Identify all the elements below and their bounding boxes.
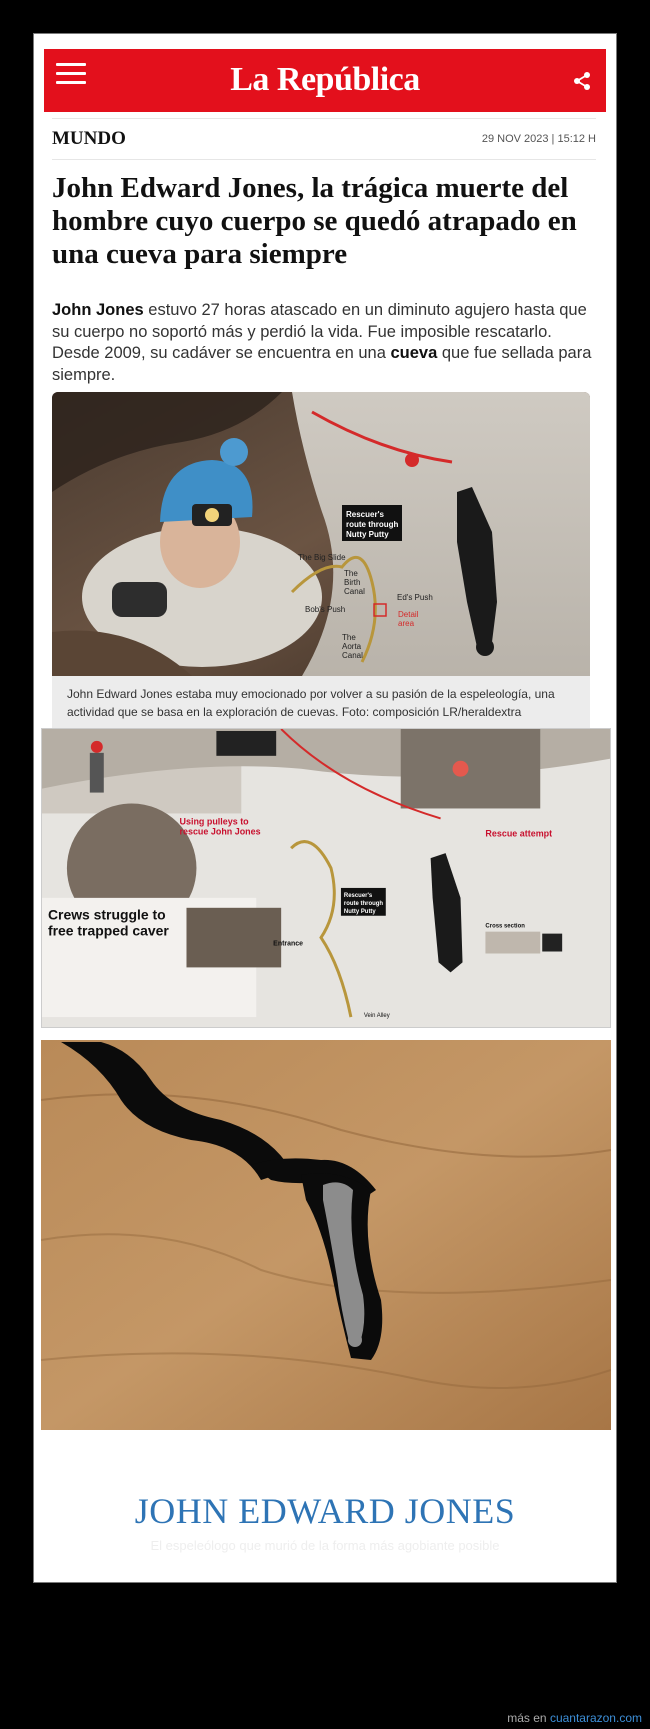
- source-link[interactable]: cuantarazon.com: [549, 1711, 642, 1725]
- article-lead: [52, 300, 592, 386]
- map-label-birth-1: The: [344, 569, 358, 578]
- info-rescue-attempt: Rescue attempt: [485, 828, 553, 839]
- map-label-big-slide: The Big Slide: [298, 553, 346, 562]
- credit-prefix: más en: [507, 1711, 550, 1725]
- pulleys-title-1: Using pulleys to: [179, 816, 249, 827]
- info-route-1: Rescuer's: [343, 892, 373, 899]
- map-label-aorta-3: Canal: [342, 651, 363, 660]
- section-label[interactable]: MUNDO: [52, 128, 126, 149]
- map-label-bobs-push: Bob's Push: [305, 605, 346, 614]
- map-label-route-2: route through: [346, 520, 399, 529]
- map-label-birth-2: Birth: [344, 578, 361, 587]
- struggle-title-2: free trapped caver: [47, 922, 169, 939]
- site-logo[interactable]: La República: [230, 61, 420, 98]
- info-cross-section: Cross section: [485, 923, 525, 930]
- pulleys-title-2: rescue John Jones: [179, 826, 261, 837]
- rescue-infographic: [41, 728, 611, 1028]
- map-label-detail-1: Detail: [398, 610, 419, 619]
- hero-photo: [52, 392, 590, 676]
- info-entrance: Entrance: [273, 940, 303, 948]
- info-route-3: Nutty Putty: [343, 908, 376, 915]
- lead-cave-link[interactable]: cueva: [390, 344, 438, 362]
- lead-text-2: que fue sellada para siempre.: [52, 344, 592, 384]
- lead-text-1: estuvo 27 horas atascado en un diminuto agujero hasta que su cuerpo no soportó más y perdió la vida. Fue imposible rescatarlo. Desde 2009, su cadáver se encuentra en una: [52, 301, 587, 362]
- source-credit: [507, 1711, 642, 1725]
- publish-date: 29 NOV 2023 | 15:12 H: [481, 133, 596, 145]
- map-label-route-3: Nutty Putty: [346, 530, 389, 539]
- map-label-route-1: Rescuer's: [346, 510, 384, 519]
- footer-subtitle: El espeleólogo que murió de la forma más agobiante posible: [150, 1538, 500, 1553]
- info-vein-alley: Vein Alley: [363, 1013, 390, 1020]
- lead-name: John Jones: [52, 301, 144, 319]
- map-label-eds-push: Ed's Push: [397, 593, 433, 602]
- info-route-2: route through: [343, 900, 384, 907]
- site-header: [44, 49, 606, 112]
- share-icon[interactable]: [572, 71, 592, 91]
- map-label-birth-3: Canal: [344, 587, 365, 596]
- map-label-aorta-2: Aorta: [342, 642, 362, 651]
- photo-caption: John Edward Jones estaba muy emocionado por volver a su pasión de la espeleología, una actividad que se basa en la exploración de cuevas. Foto: composición LR/heraldextra: [52, 676, 590, 744]
- struggle-title-1: Crews struggle to: [47, 906, 166, 923]
- map-label-aorta-1: The: [342, 633, 356, 642]
- map-label-detail-2: area: [398, 619, 415, 628]
- article-frame: [33, 33, 617, 1583]
- article-meta: [52, 118, 596, 160]
- footer-title: JOHN EDWARD JONES: [134, 1491, 516, 1531]
- cave-crevice-image: [41, 1040, 611, 1430]
- article-headline: John Edward Jones, la trágica muerte del hombre cuyo cuerpo se quedó atrapado en una cueva para siempre: [52, 172, 577, 270]
